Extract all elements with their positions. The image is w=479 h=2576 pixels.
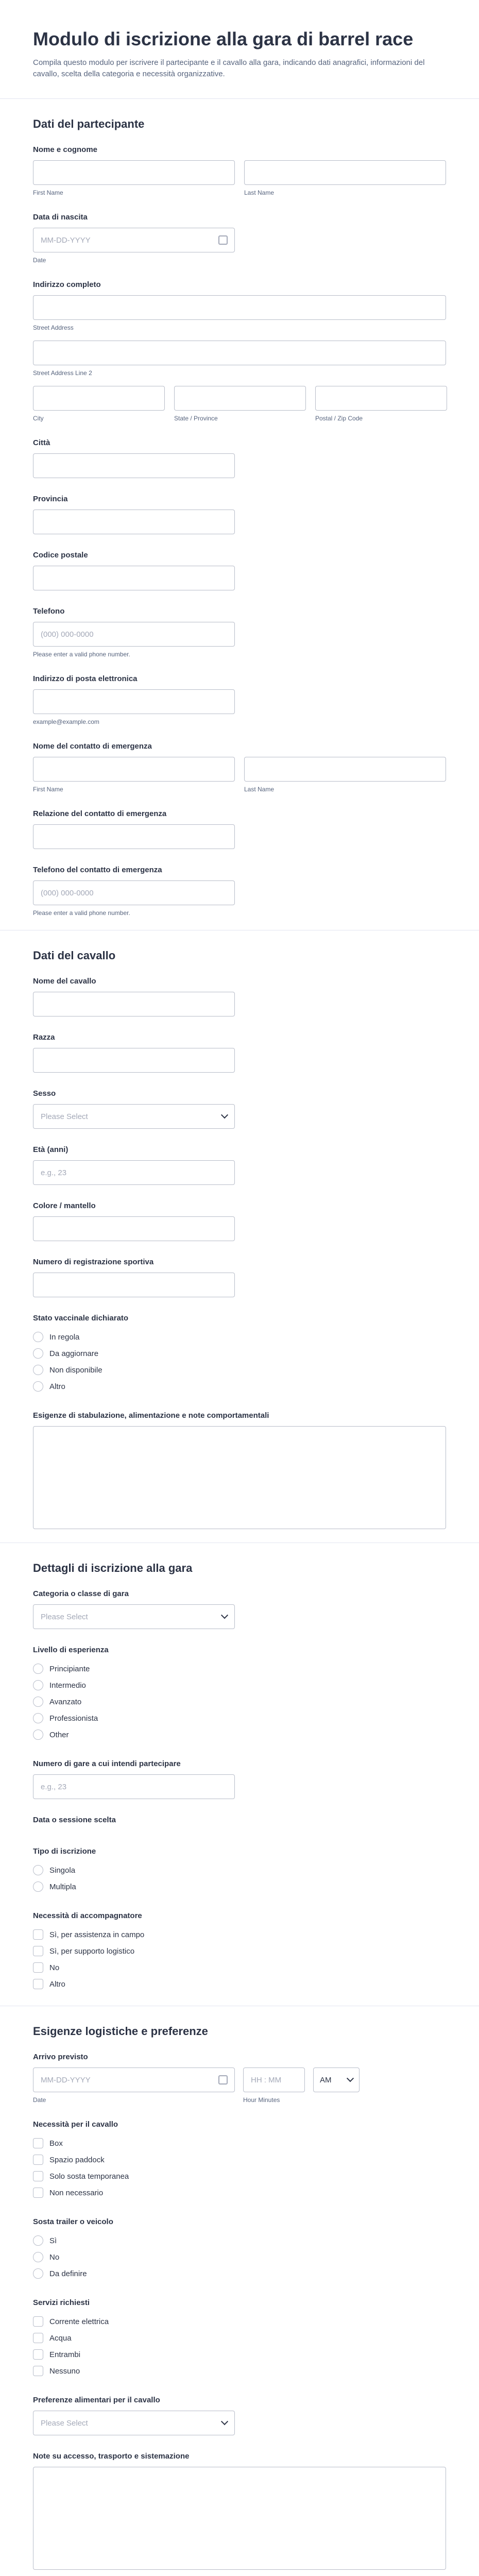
companion-option[interactable] [33,1976,446,1992]
horse-name-label: Nome del cavallo [33,977,96,986]
first-name-sublabel: First Name [33,189,63,196]
checkbox[interactable] [33,1979,43,1989]
box-option-label: Non necessario [49,2188,104,2197]
date-sublabel: Date [33,2096,46,2104]
type-label: Tipo di iscrizione [33,1847,96,1856]
logistics-section [0,2006,479,2576]
type-option[interactable] [33,1878,446,1895]
breed-input[interactable] [33,1048,235,1073]
chevron-down-icon [347,2075,354,2082]
level-option[interactable] [33,1677,446,1693]
city-sublabel: City [33,415,44,422]
phone-label: Telefono [33,607,65,616]
emergency-phone-sublabel: Please enter a valid phone number. [33,909,130,917]
checkbox[interactable] [33,2155,43,2165]
checkbox[interactable] [33,1962,43,1973]
phone-input[interactable] [33,622,235,647]
vacc-option-label: Non disponibile [49,1365,102,1375]
box-option[interactable] [33,2151,446,2168]
last-name-input[interactable] [244,160,446,185]
email-sublabel: example@example.com [33,718,99,725]
type-option-label: Multipla [49,1882,76,1891]
checkbox[interactable] [33,2316,43,2327]
trailer-option-label: Sì [49,2236,57,2245]
vacc-option[interactable] [33,1378,446,1395]
emergency-phone-label: Telefono del contatto di emergenza [33,866,162,874]
emergency-name-label: Nome del contatto di emergenza [33,742,152,751]
street1-sublabel: Street Address [33,324,74,331]
radio-button[interactable] [33,1697,43,1707]
participant-section-title: Dati del partecipante [33,117,145,130]
zip-input[interactable] [315,386,447,411]
services-option-label: Nessuno [49,2366,80,2376]
category-label: Categoria o classe di gara [33,1589,129,1598]
radio-button[interactable] [33,1865,43,1875]
radio-button[interactable] [33,1348,43,1359]
state-sublabel: State / Province [174,415,218,422]
companion-option[interactable] [33,1943,446,1959]
level-option[interactable] [33,1660,446,1677]
checkbox[interactable] [33,1946,43,1956]
companion-option[interactable] [33,1959,446,1976]
category-select[interactable] [33,1604,235,1629]
province-label: Provincia [33,495,68,503]
postal-input[interactable] [33,566,235,590]
page-title: Modulo di iscrizione alla gara di barrel race [33,28,414,49]
count-input[interactable] [33,1774,235,1799]
level-option-label: Intermedio [49,1681,86,1690]
trailer-option[interactable] [33,2249,446,2265]
city-address-input[interactable] [33,386,165,411]
radio-button[interactable] [33,2268,43,2279]
checkbox[interactable] [33,2349,43,2360]
checkbox[interactable] [33,2138,43,2148]
needs-textarea[interactable] [33,1426,446,1529]
level-option-label: Other [49,1730,69,1739]
radio-button[interactable] [33,1332,43,1342]
access-label: Note su accesso, trasporto e sistemazione [33,2452,190,2461]
reg-input[interactable] [33,1273,235,1297]
color-label: Colore / mantello [33,1201,96,1210]
calendar-icon[interactable] [218,2075,228,2084]
first-name-input[interactable] [33,160,235,185]
emergency-last-name-input[interactable] [244,757,446,782]
box-option-label: Solo sosta temporanea [49,2172,129,2181]
companion-option-label: Sì, per assistenza in campo [49,1930,145,1939]
services-option-label: Entrambi [49,2350,81,2359]
type-option-label: Singola [49,1866,76,1875]
address-label: Indirizzo completo [33,280,101,289]
level-option[interactable] [33,1726,446,1743]
birth-label: Data di nascita [33,213,88,222]
radio-button[interactable] [33,1365,43,1375]
services-option[interactable] [33,2313,446,2330]
radio-button[interactable] [33,1730,43,1740]
access-textarea[interactable] [33,2467,446,2570]
color-input[interactable] [33,1216,235,1241]
street-address-input[interactable] [33,295,446,320]
services-option-label: Corrente elettrica [49,2317,109,2326]
participant-section [0,99,479,930]
services-option[interactable] [33,2330,446,2346]
age-label: Età (anni) [33,1145,69,1154]
vacc-option-label: Da aggiornare [49,1349,99,1358]
city-label: Città [33,438,50,447]
checkbox[interactable] [33,2171,43,2181]
ampm-select[interactable] [313,2067,360,2092]
relation-label: Relazione del contatto di emergenza [33,809,167,818]
radio-button[interactable] [33,1882,43,1892]
radio-button[interactable] [33,2235,43,2246]
logistics-section-title: Esigenze logistiche e preferenze [33,2025,208,2038]
level-option-label: Professionista [49,1714,98,1723]
vacc-option[interactable] [33,1345,446,1362]
time-sublabel: Hour Minutes [243,2096,280,2104]
street-address-2-input[interactable] [33,341,446,365]
age-input[interactable] [33,1160,235,1185]
box-option[interactable] [33,2135,446,2151]
vacc-label: Stato vaccinale dichiarato [33,1314,129,1323]
trailer-option[interactable] [33,2232,446,2249]
sex-label: Sesso [33,1089,56,1098]
street2-sublabel: Street Address Line 2 [33,369,92,377]
box-option-label: Box [49,2139,63,2148]
companion-option-label: No [49,1963,60,1972]
horse-section-title: Dati del cavallo [33,949,116,962]
city-input[interactable] [33,453,235,478]
trailer-label: Sosta trailer o veicolo [33,2217,113,2226]
reg-label: Numero di registrazione sportiva [33,1258,154,1266]
vacc-option-label: Altro [49,1382,65,1391]
count-label: Numero di gare a cui intendi partecipare [33,1759,181,1768]
feed-select-value: Please Select [41,2418,88,2428]
calendar-icon[interactable] [218,235,228,245]
level-option[interactable] [33,1710,446,1726]
level-option[interactable] [33,1693,446,1710]
level-option-label: Principiante [49,1664,90,1673]
feed-label: Preferenze alimentari per il cavallo [33,2396,160,2404]
needs-label: Esigenze di stabulazione, alimentazione e note comportamentali [33,1411,269,1420]
relation-input[interactable] [33,824,235,849]
services-option[interactable] [33,2363,446,2379]
sex-select[interactable] [33,1104,235,1129]
companion-option-label: Sì, per supporto logistico [49,1946,135,1956]
trailer-option-label: Da definire [49,2269,87,2278]
session-label: Data o sessione scelta [33,1816,116,1824]
ampm-value: AM [320,2075,332,2084]
box-option-label: Spazio paddock [49,2155,105,2164]
services-option-label: Acqua [49,2333,72,2343]
companion-option[interactable] [33,1926,446,1943]
chevron-down-icon [221,1612,228,1619]
race-section-title: Dettagli di iscrizione alla gara [33,1562,193,1574]
email-label: Indirizzo di posta elettronica [33,674,138,683]
name-label: Nome e cognome [33,145,98,154]
em-last-sublabel: Last Name [244,786,275,793]
horse-name-input[interactable] [33,992,235,1016]
level-option-label: Avanzato [49,1697,82,1706]
arrival-label: Arrivo previsto [33,2053,88,2061]
services-option[interactable] [33,2346,446,2363]
companion-label: Necessità di accompagnatore [33,1911,142,1920]
arrival-date-input[interactable] [33,2067,235,2092]
em-first-sublabel: First Name [33,786,63,793]
state-input[interactable] [174,386,306,411]
breed-label: Razza [33,1033,55,1042]
feed-select[interactable] [33,2411,235,2435]
chevron-down-icon [221,1111,228,1118]
email-input[interactable] [33,689,235,714]
trailer-option[interactable] [33,2265,446,2282]
vacc-option[interactable] [33,1329,446,1345]
radio-button[interactable] [33,1713,43,1723]
race-section [0,1543,479,2006]
sex-select-value: Please Select [41,1112,88,1121]
type-option[interactable] [33,1862,446,1878]
vacc-option-label: In regola [49,1332,80,1342]
checkbox[interactable] [33,2333,43,2343]
trailer-option-label: No [49,2252,60,2262]
box-option[interactable] [33,2184,446,2201]
arrival-time-input[interactable] [243,2067,305,2092]
companion-option-label: Altro [49,1979,65,1989]
category-select-value: Please Select [41,1612,88,1621]
emergency-phone-input[interactable] [33,880,235,905]
radio-button[interactable] [33,1664,43,1674]
radio-button[interactable] [33,1680,43,1690]
checkbox[interactable] [33,2366,43,2376]
radio-button[interactable] [33,1381,43,1392]
box-option[interactable] [33,2168,446,2184]
radio-button[interactable] [33,2252,43,2262]
postal-label: Codice postale [33,551,88,560]
checkbox[interactable] [33,2188,43,2198]
box-label: Necessità per il cavallo [33,2120,118,2129]
horse-section [0,930,479,1543]
page-description: Compila questo modulo per iscrivere il partecipante e il cavallo alla gara, indicando dati anagrafici, informazioni del cavallo, scelta della categoria e necessità organizzative. [33,58,425,78]
services-label: Servizi richiesti [33,2298,90,2307]
form-header [0,0,479,99]
birth-date-input[interactable] [33,228,235,252]
phone-sublabel: Please enter a valid phone number. [33,651,130,658]
province-input[interactable] [33,510,235,534]
last-name-sublabel: Last Name [244,189,275,196]
checkbox[interactable] [33,1929,43,1940]
emergency-first-name-input[interactable] [33,757,235,782]
chevron-down-icon [221,2418,228,2425]
birth-sublabel: Date [33,257,46,264]
level-label: Livello di esperienza [33,1646,109,1654]
zip-sublabel: Postal / Zip Code [315,415,363,422]
vacc-option[interactable] [33,1362,446,1378]
